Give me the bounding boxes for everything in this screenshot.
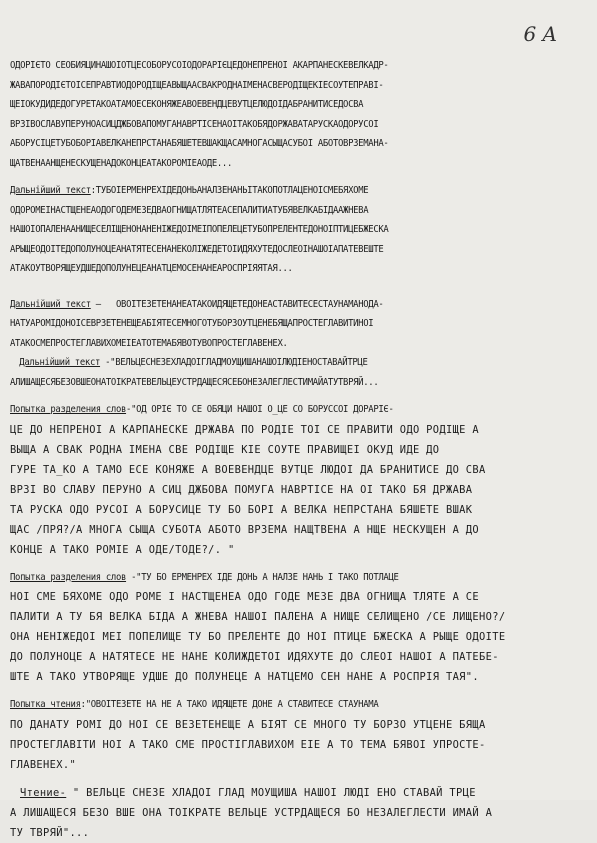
page-number: 6 A <box>523 22 557 46</box>
text-line: Дальнійший текст – ОВОІТЕЗЕТЕНАНЕАТАКОИДЯЩЕТЕДОНЕАСТАВИТЕСЕСТАУНАМАНОДА- <box>10 298 384 310</box>
text-line: А ЛИШАЩЕСЯ БЕЗО ВШЕ ОНА ТОІКРАТЕ ВЕЛЬЦЕ УСТРДАЩЕСЯ БО НЕЗАЛЕГЛЕСТИ ИМАЙ А <box>10 806 493 819</box>
text-line: ЦЕ ДО НЕПРЕНОІ А КАРПАНЕСКЕ ДРЖАВА ПО РОДІЕ ТОІ СЕ ПРАВИТИ ОДО РОДІЩЕ А <box>10 423 480 436</box>
section-label: Попытка разделения слов <box>10 404 127 415</box>
text-line: ОНА НЕНІЖЕДОІ МЕІ ПОПЕЛИЩЕ ТУ БО ПРЕЛЕНТЕ ДО НОІ ПТИЦЕ БЖЕСКА А РЫЩЕ ОДОІТЕ <box>10 631 506 643</box>
text-line: ТУ ТВРЯЙ"... <box>10 826 90 839</box>
text-line: НАШОІОПАЛЕНААНИЩЕСЕЛІЩЕНОНАНЕНІЖЕДОІМЕІПОПЕЛЕЦЕТУБОПРЕЛЕНТЕДОНОІПТИЦЕБЖЕСКА <box>10 224 389 235</box>
text-line: Попытка чтения:"ОВОІТЕЗЕТЕ НА НЕ А ТАКО ИДЯЩЕТЕ ДОНЕ А СТАВИТЕСЕ СТАУНАМА <box>10 699 379 710</box>
further-text-block-3 <box>10 353 585 392</box>
text-line: НОІ СМЕ БЯХОМЕ ОДО РОМЕ І НАСТЩЕНЕА ОДО ГОДЕ МЕЗЕ ДВА ОГНИЩА ТЛЯТЕ А СЕ <box>10 591 480 603</box>
text-line: ОДОРІЄТО СЕОБИЯЦИНАШОІОТЦЕСОБОРУСОІОДОРАРІЄЦЕДОНЕПРЕНОІ АКАРПАНЕСКЕВЕЛКАДР- <box>10 60 389 71</box>
text-line: ЖАВАПОРОДІЄТОІСЕПРАВТИОДОРОДІЩЕАВЫЩААСВАКРОДНАІМЕНАСВЕРОДІЩЕКІЕСОУТЕПРАВІ- <box>10 79 384 91</box>
text-line: ПО ДАНАТУ РОМІ ДО НОІ СЕ ВЕЗЕТЕНЕЩЕ А БІЯТ СЕ МНОГО ТУ БОРЗО УТЦЕНЕ БЯЩА <box>10 718 486 731</box>
section-label: Дальнійший текст <box>10 185 91 196</box>
text-line: ОДОРОМЕІНАСТЩЕНЕАОДОГОДЕМЕЗЕДВАОГНИЩАТЛЯТЕАСЕПАЛИТИАТУБЯВЕЛКАБІДААЖНЕВА <box>10 204 369 216</box>
text-line: ДО ПОЛУНОЦЕ А НАТЯТЕСЕ НЕ НАНЕ КОЛИЖДЕТОІ ИДЯХУТЕ ДО СЛЕОІ НАШОІ А ПАТЕБЕ- <box>10 651 499 663</box>
word-split-attempt-1 <box>10 400 585 560</box>
word-split-attempt-2 <box>10 568 585 688</box>
text-line: ШТЕ А ТАКО УТВОРЯЩЕ УДШЕ ДО ПОЛУНЕЦЕ А НАТЦЕМО СЕН НАНЕ А РОСПРІЯ ТАЯ". <box>10 671 480 683</box>
text-line: ЩЕІОКУДИДЕДОГУРЕТАКОАТАМОЕСЕКОНЯЖЕАВОЕВЕНДЦЕВУТЦЕЛЮДОІДАБРАНИТИСЕДОСВА <box>10 99 364 110</box>
section-label: Чтение- <box>20 786 67 799</box>
section-label: Дальнійший текст <box>19 357 101 368</box>
text-line: ЩАТВЕНААНЩЕНЕСКУЩЕНАДОКОНЦЕАТАКОРОМІЕАОДЕ... <box>10 157 233 169</box>
text-line: ВЫЩА А СВАК РОДНА ІМЕНА СВЕ РОДІЩЕ КІЕ СОУТЕ ПРАВИЩЕІ ОКУД ИДЕ ДО <box>10 443 440 456</box>
text-line: НАТУАРОМІДОНОІСЕВРЗЕТЕНЕЩЕАБІЯТЕСЕМНОГОТУБОРЗОУТЦЕНЕБЯЩАПРОСТЕГЛАВИТИНОІ <box>10 318 374 329</box>
further-text-block-2 <box>10 295 585 354</box>
text-line: АЛИШАЩЕСЯБЕЗОВШЕОНАТОІКРАТЕВЕЛЬЦЕУСТРДАЩЕСЯСЕБОНЕЗАЛЕГЛЕСТИМАЙАТУТВРЯЙ... <box>10 376 379 388</box>
text-line: ВРЗІ ВО СЛАВУ ПЕРУНО А СИЦ ДЖБОВА ПОМУГА НАВРТІСЕ НА ОІ ТАКО БЯ ДРЖАВА <box>10 483 473 496</box>
text-line: ПАЛИТИ А ТУ БЯ ВЕЛКА БІДА А ЖНЕВА НАШОІ ПАЛЕНА А НИЩЕ СЕЛИЩЕНО /СЕ ЛИЩЕНО?/ <box>10 611 506 623</box>
text-line: АТАКОСМЕПРОСТЕГЛАВИХОМЕІЕАТОТЕМАБЯВОТУВОПРОСТЕГЛАВЕНЕХ. <box>10 337 288 349</box>
text-line: ВРЗІВОСЛАВУПЕРУНОАСИЦДЖБОВАПОМУГАНАВРТІСЕНАОІТАКОБЯДОРЖАВАТАРУСКАОДОРУСОІ <box>10 118 379 130</box>
text-line: АТАКОУТВОРЯЩЕУДШЕДОПОЛУНЕЦЕАНАТЦЕМОСЕНАНЕАРОСПРІЯЯТАЯ... <box>10 263 293 274</box>
text-line: ПРОСТЕГЛАВІТИ НОІ А ТАКО СМЕ ПРОСТІГЛАВИХОМ ЕІЕ А ТО ТЕМА БЯВОІ УПРОСТЕ- <box>10 738 486 751</box>
section-label: Дальнійший текст <box>10 298 91 310</box>
text-line: ГУРЕ ТА_КО А ТАМО ЕСЕ КОНЯЖЕ А ВОЕВЕНДЦЕ ВУТЦЕ ЛЮДОІ ДА БРАНИТИСЕ ДО СВА <box>10 463 486 476</box>
text-line: ЩАС /ПРЯ?/А МНОГА СЫЩА СУБОТА АБОТО ВРЗЕМА НАЩТВЕНА А НЩЕ НЕСКУЩЕН А ДО <box>10 523 480 536</box>
reading-attempt <box>10 695 585 775</box>
text-line: Попытка разделения слов-"ОД ОРІЄ ТО СЕ ОБЯЦИ НАШОІ О_ЦЕ СО БОРУССОІ ДОРАРІЄ- <box>10 404 394 415</box>
section-label: Попытка чтения <box>10 699 81 710</box>
text-line: АРЫЩЕОДОІТЕДОПОЛУНОЦЕАНАТЯТЕСЕНАНЕКОЛІЖЕДЕТОІИДЯХУТЕДОСЛЕОІНАШОІАПАТЕВЕШТЕ <box>10 243 384 255</box>
text-line: Попытка разделения слов -"ТУ БО ЕРМЕНРЕХ ІДЕ ДОНЬ А НАЛЗЕ НАНЬ І ТАКО ПОТЛАЦЕ <box>10 571 399 583</box>
text-line: ГЛАВЕНЕХ." <box>10 758 77 771</box>
text-line: АБОРУСІЦЕТУБОБОРІАВЕЛКАНЕПРСТАНАБЯШЕТЕВШАКЩАСАМНОГАСЫЩАСУБОІ АБОТОВРЗЕМАНА- <box>10 138 389 149</box>
text-line: Чтение- " ВЕЛЬЦЕ СНЕЗЕ ХЛАДОІ ГЛАД МОУЩИША НАШОІ ЛЮДІ ЕНО СТАВАЙ ТРЦЕ <box>20 786 476 799</box>
reading-result <box>10 783 585 843</box>
text-line: Дальнійший текст:ТУБОІЕРМЕНРЕХІДЕДОНЬАНАЛЗЕНАНЬІТАКОПОТЛАЦЕНОІСМЕБЯХОМЕ <box>10 185 369 196</box>
original-text-block <box>10 56 585 173</box>
text-line: ТА РУСКА ОДО РУСОІ А БОРУСИЦЕ ТУ БО БОРІ А ВЕЛКА НЕПРСТАНА БЯШЕТЕ ВШАК <box>10 503 473 516</box>
section-label: Попытка разделения слов <box>10 571 127 583</box>
text-line: КОНЦЕ А ТАКО РОМІЕ А ОДЕ/ТОДЕ?/. " <box>10 543 235 556</box>
text-line: Дальнійший текст -"ВЕЛЬЦЕСНЕЗЕХЛАДОІГЛАДМОУЩИШАНАШОІЛЮДІЕНОСТАВАЙТРЦЕ <box>19 357 368 368</box>
further-text-block-1 <box>10 181 585 279</box>
